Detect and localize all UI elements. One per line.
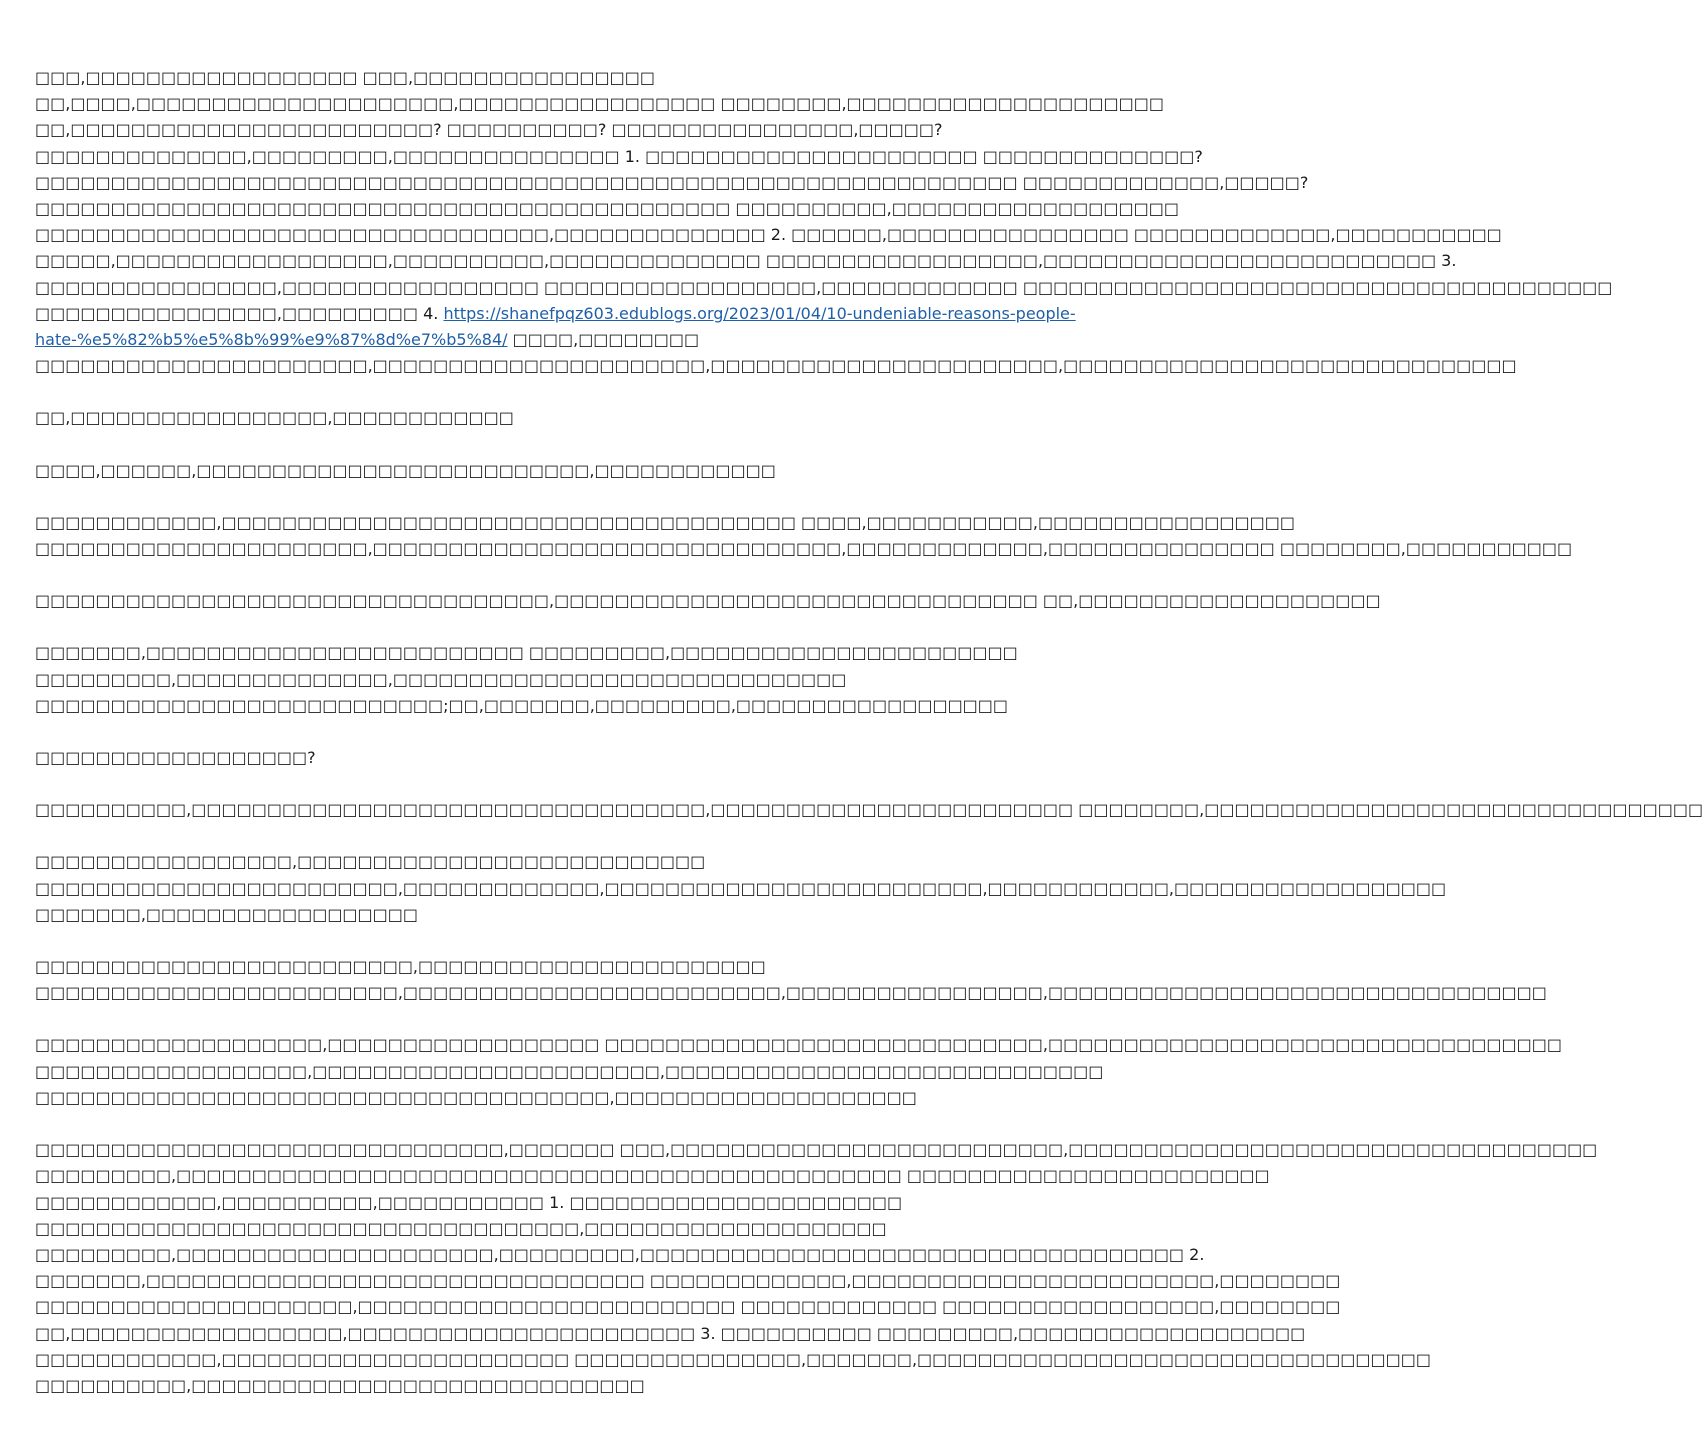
text-line: □□□□□□□□□□□□□□□□□,□□□□□□□□□□□□□□□□□□□□□□□□□□□	[35, 852, 706, 872]
text-line: □□□□□□□□□□□□□□□□□□□□□,□□□□□□□□□□□□□□□□□□□□□□□□□ □□□□□□□□□□□□□ □□□□□□□□□□□□□□□□□□,□□□□□□□□	[35, 1297, 1341, 1317]
text-line: □□,□□□□□□□□□□□□□□□□□,□□□□□□□□□□□□	[35, 408, 514, 428]
external-link-continued[interactable]: hate-%e5%82%b5%e5%8b%99%e9%87%8d%e7%b5%84/	[35, 330, 508, 350]
text-line: □□□□□,□□□□□□□□□□□□□□□□□□,□□□□□□□□□□,□□□□□□□□□□□□□□ □□□□□□□□□□□□□□□□□□,□□□□□□□□□□□□□□□□□□□□□□□□□□ 3.	[35, 251, 1457, 271]
text-line: □□□□□□□□□□,□□□□□□□□□□□□□□□□□□□□□□□□□□□□□□□□□□,□□□□□□□□□□□□□□□□□□□□□□□□ □□□□□□□□,□□□□□□□□□□□□□□□□□□□□□□□□□□□□□□□□□	[35, 800, 1703, 820]
text-line: □□□□□□□,□□□□□□□□□□□□□□□□□□□□□□□□□ □□□□□□□□□,□□□□□□□□□□□□□□□□□□□□□□□	[35, 643, 1018, 663]
paragraph	[35, 954, 1547, 1006]
text-line-with-link	[35, 327, 989, 353]
text-line: □□□□,□□□□□□,□□□□□□□□□□□□□□□□□□□□□□□□□□,□□□□□□□□□□□□	[35, 460, 776, 480]
text-line: □□□□□□□□□□□□□□□□□□□□□□□□□□□□□□□□□□,□□□□□□□□□□□□□□ 2. □□□□□□,□□□□□□□□□□□□□□□□ □□□□□□□□□□□□□,□□□□□□□□□□□	[35, 225, 1502, 245]
text-line: □□□□□□□□□□□□,□□□□□□□□□□,□□□□□□□□□□□ 1. □□□□□□□□□□□□□□□□□□□□□□	[35, 1192, 903, 1212]
paragraph	[35, 1032, 1562, 1111]
text-line: □□□□□□□□□□□□□□□□□□□□□□,□□□□□□□□□□□□□□□□□□□□□□□□□□□□□□□,□□□□□□□□□□□□□,□□□□□□□□□□□□□□□ □□□□□□□□,□□□□□□□□□□□	[35, 539, 1573, 559]
text-line: □□□□□□□□□□□□□□□□,□□□□□□□□□□□□□□□□□ □□□□□□□□□□□□□□□□□□,□□□□□□□□□□□□□ □□□□□□□□□□□□□□□□□□□□□□□□□□□□□□□□□□□□□□□	[35, 277, 1613, 297]
text-line: □□□□□□□□□□□□□□□□□□□□□□,□□□□□□□□□□□□□□□□□□□□□□,□□□□□□□□□□□□□□□□□□□□□□□,□□□□□□□□□□□□□□□□□□□□□□□□□□□□□□	[35, 356, 1517, 376]
paragraph	[35, 405, 989, 431]
external-link[interactable]: https://shanefpqz603.edublogs.org/2023/01/04/10-undeniable-reasons-people-	[443, 303, 1076, 323]
paragraph	[35, 797, 1703, 823]
text-line: □□□□□□□□□□,□□□□□□□□□□□□□□□□□□□□□□□□□□□□□□	[35, 1375, 645, 1395]
text-line-with-link	[35, 301, 1076, 327]
text-line: □□□□□□□□□,□□□□□□□□□□□□□□□□□□□□□□□□□□□□□□□□□□□□□□□□□□□□□□□□ □□□□□□□□□□□□□□□□□□□□□□□□	[35, 1166, 1270, 1186]
text-line: □□□□□□□□□□□□□□□□□□□□□□□□□□□□□□□□□□□□,□□□□□□□□□□□□□□□□□□□□	[35, 1218, 887, 1238]
text-line: □□□□□□□□□□□□□□,□□□□□□□□□,□□□□□□□□□□□□□□□ 1. □□□□□□□□□□□□□□□□□□□□□□ □□□□□□□□□□□□□□?	[35, 146, 1203, 166]
text-line: □□□□□□□□□,□□□□□□□□□□□□□□□□□□□□□,□□□□□□□□□,□□□□□□□□□□□□□□□□□□□□□□□□□□□□□□□□□□□□ 2.	[35, 1244, 1205, 1264]
text-line: □□□□□□□□□□□□□□□□□□□,□□□□□□□□□□□□□□□□□□ □□□□□□□□□□□□□□□□□□□□□□□□□□□□□,□□□□□□□□□□□□□□□□□□□□□□□□□□□□□□□□□□	[35, 1035, 1562, 1055]
text-line: □□□□□□□□□□□□□□□□□□□□□□□□□□□□□□□□□□□□□□□□□□□□□□□□□□□□□□□□□□□□□□□□□ □□□□□□□□□□□□□,□□□□□?	[35, 172, 1309, 192]
text-line: □□□□□□□□□□□□□□□□□□,□□□□□□□□□□□□□□□□□□□□□□□,□□□□□□□□□□□□□□□□□□□□□□□□□□□□□	[35, 1061, 1104, 1081]
text-line: □□□□□□□,□□□□□□□□□□□□□□□□□□□□□□□□□□□□□□□□□ □□□□□□□□□□□□□,□□□□□□□□□□□□□□□□□□□□□□□□,□□□□□□□□	[35, 1271, 1341, 1291]
paragraph	[35, 640, 1018, 719]
paragraph	[35, 458, 989, 484]
text-line: □□□□□□□□□□□□□□□□□□?	[35, 748, 316, 768]
text-line: □□□□□□□□□□□□□□□□□□□□□□□□□□□;□□,□□□□□□□,□□□□□□□□□,□□□□□□□□□□□□□□□□□□	[35, 695, 1009, 715]
text-line: □□□□□□□□□□□□,□□□□□□□□□□□□□□□□□□□□□□□□□□□□□□□□□□□□□□ □□□□,□□□□□□□□□□□,□□□□□□□□□□□□□□□□□	[35, 512, 1295, 532]
text-line: □□□□□□□□□□□□□□□□□□□□□□□□,□□□□□□□□□□□□□,□□□□□□□□□□□□□□□□□□□□□□□□□,□□□□□□□□□□□□,□□□□□□□□□□□□□□□□□□	[35, 878, 1447, 898]
text-line: □□,□□□□□□□□□□□□□□□□□□,□□□□□□□□□□□□□□□□□□□□□□□ 3. □□□□□□□□□□ □□□□□□□□□,□□□□□□□□□□□□□□□□□□□	[35, 1323, 1306, 1343]
text-line: □□,□□□□,□□□□□□□□□□□□□□□□□□□□□,□□□□□□□□□□□□□□□□□ □□□□□□□□,□□□□□□□□□□□□□□□□□□□□□	[35, 94, 1164, 114]
text-line: □□□□□□□□□□□□□□□□□□□□□□□□□□□□□□□□□□□□□□□□□□□□□□ □□□□□□□□□□,□□□□□□□□□□□□□□□□□□□	[35, 199, 1179, 219]
text-line: □□□□□□□□□□□□,□□□□□□□□□□□□□□□□□□□□□□□ □□□□□□□□□□□□□□□,□□□□□□□,□□□□□□□□□□□□□□□□□□□□□□□□□□□□□□□□□□	[35, 1349, 1432, 1369]
text-line: □□□□□□□□□,□□□□□□□□□□□□□□,□□□□□□□□□□□□□□□□□□□□□□□□□□□□□□	[35, 669, 847, 689]
text-line: □□□□□□□,□□□□□□□□□□□□□□□□□□	[35, 904, 419, 924]
paragraph	[35, 1137, 1598, 1399]
text-line: □□□□□□□□□□□□□□□□□□□□□□□□□□□□□□□□□□,□□□□□□□□□□□□□□□□□□□□□□□□□□□□□□□□ □□,□□□□□□□□□□□□□□□□□□□□	[35, 591, 1381, 611]
text-line: □□□□□□□□□□□□□□□□□□□□□□□□□□□□□□□,□□□□□□□ □□□,□□□□□□□□□□□□□□□□□□□□□□□□□□,□□□□□□□□□□□□□□□□□□□□□□□□□□□□□□□□□□□	[35, 1140, 1598, 1160]
text-line: □□□□□□□□□□□□□□□□□□□□□□□□,□□□□□□□□□□□□□□□□□□□□□□□□□,□□□□□□□□□□□□□□□□□,□□□□□□□□□□□□□□□□□□□□□□□□□□□□□□□□□	[35, 983, 1547, 1003]
text-segment: □□□□,□□□□□□□□	[507, 330, 700, 350]
paragraph	[35, 588, 1381, 614]
paragraph	[35, 849, 1447, 928]
text-line: □□□□□□□□□□□□□□□□□□□□□□□□□□□□□□□□□□□□□□,□□□□□□□□□□□□□□□□□□□□	[35, 1087, 917, 1107]
text-line: □□□□□□□□□□□□□□□□□□□□□□□□□,□□□□□□□□□□□□□□□□□□□□□□□	[35, 957, 766, 977]
text-line: □□□,□□□□□□□□□□□□□□□□□□ □□□,□□□□□□□□□□□□□□□□	[35, 68, 655, 87]
paragraph	[35, 510, 1573, 562]
paragraph-intro	[35, 65, 1613, 379]
paragraph-question	[35, 745, 989, 771]
text-segment: □□□□□□□□□□□□□□□□,□□□□□□□□□ 4.	[35, 303, 444, 323]
text-line: □□,□□□□□□□□□□□□□□□□□□□□□□□□? □□□□□□□□□□? □□□□□□□□□□□□□□□□,□□□□□?	[35, 120, 943, 140]
